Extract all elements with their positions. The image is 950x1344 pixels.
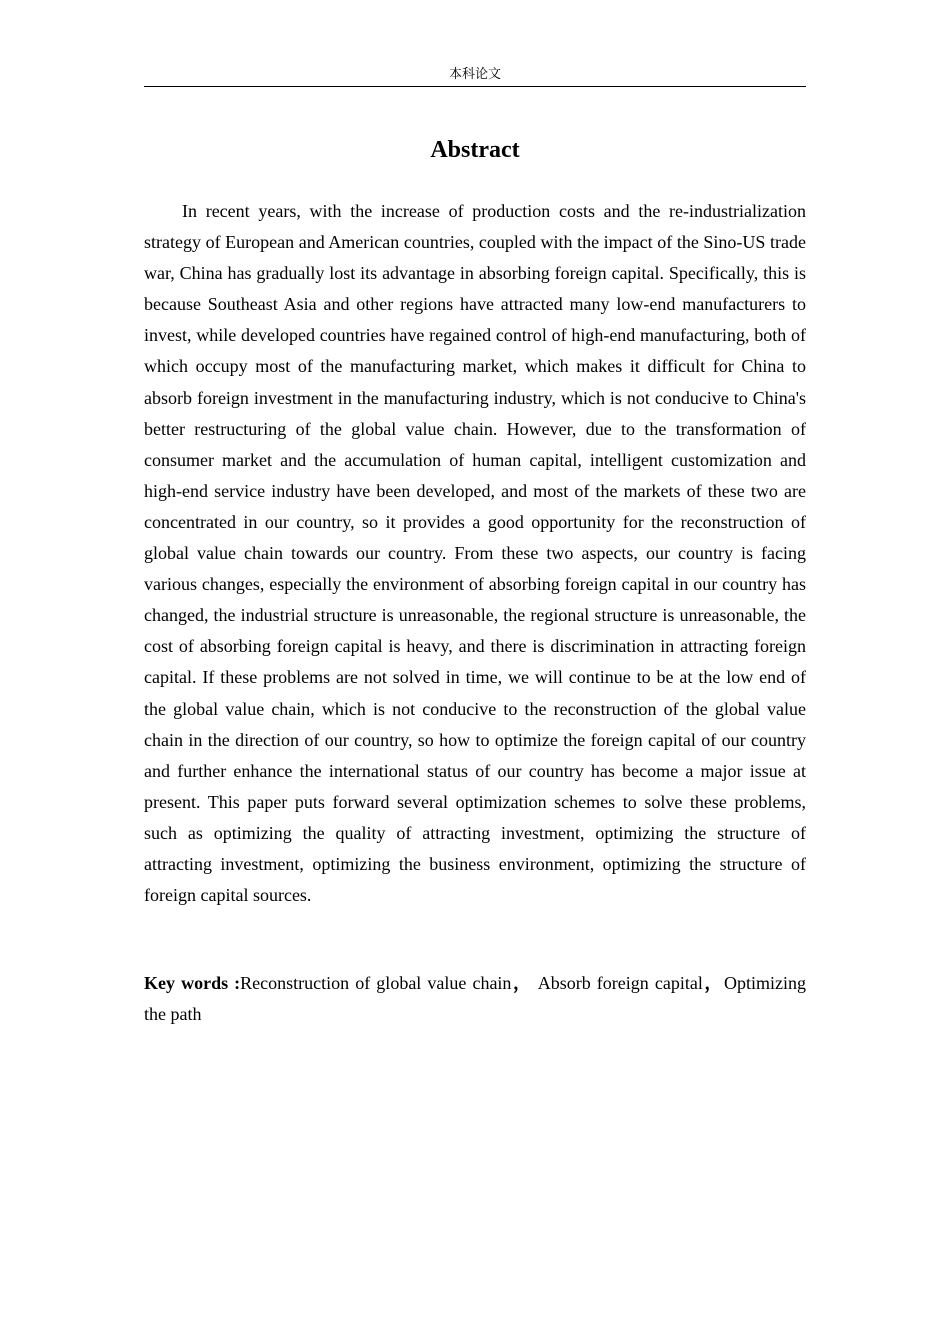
keyword-item: Reconstruction of global value chain [240,973,512,993]
keyword-separator: ， [511,973,533,993]
header-rule [144,86,806,87]
keyword-separator: ， [702,973,724,993]
running-header: 本科论文 [448,67,501,82]
abstract-body: In recent years, with the increase of production costs and the re-industrialization strategy of European and American countries, coupled with the impact of the Sino-US trade war, China has gradually lost its advantage in absorbing foreign capital. Specifically, this is because Southeast Asia and other regions have attracted many low-end manufacturers to invest, while developed countries have regained control of high-end manufacturing, both of which occupy most of the manufacturing market, which makes it difficult for China to absorb foreign investment in the manufacturing industry, which is not conducive to China's better restructuring of the global value chain. However, due to the transformation of consumer market and the accumulation of human capital, intelligent customization and high-end service industry have been developed, and most of the markets of these two are concentrated in our country, so it provides a good opportunity for the reconstruction of global value chain towards our country. From these two aspects, our country is facing various changes, especially the environment of absorbing foreign capital in our country has changed, the industrial structure is unreasonable, the regional structure is unreasonable, the cost of absorbing foreign capital is heavy, and there is discrimination in attracting foreign capital. If these problems are not solved in time, we will continue to be at the low end of the global value chain, which is not conducive to the reconstruction of the global value chain in the direction of our country, so how to optimize the foreign capital of our country and further enhance the international status of our country has become a major issue at present. This paper puts forward several optimization schemes to solve these problems, such as optimizing the quality of attracting investment, optimizing the structure of attracting investment, optimizing the business environment, optimizing the structure of foreign capital sources. [144,201,806,906]
keywords-label: Key words : [144,973,241,993]
keywords-line [144,968,806,1030]
keyword-item: Optimizing the path [144,973,806,1025]
keyword-item: Absorb foreign capital [537,973,703,993]
abstract-title: Abstract [430,137,520,163]
